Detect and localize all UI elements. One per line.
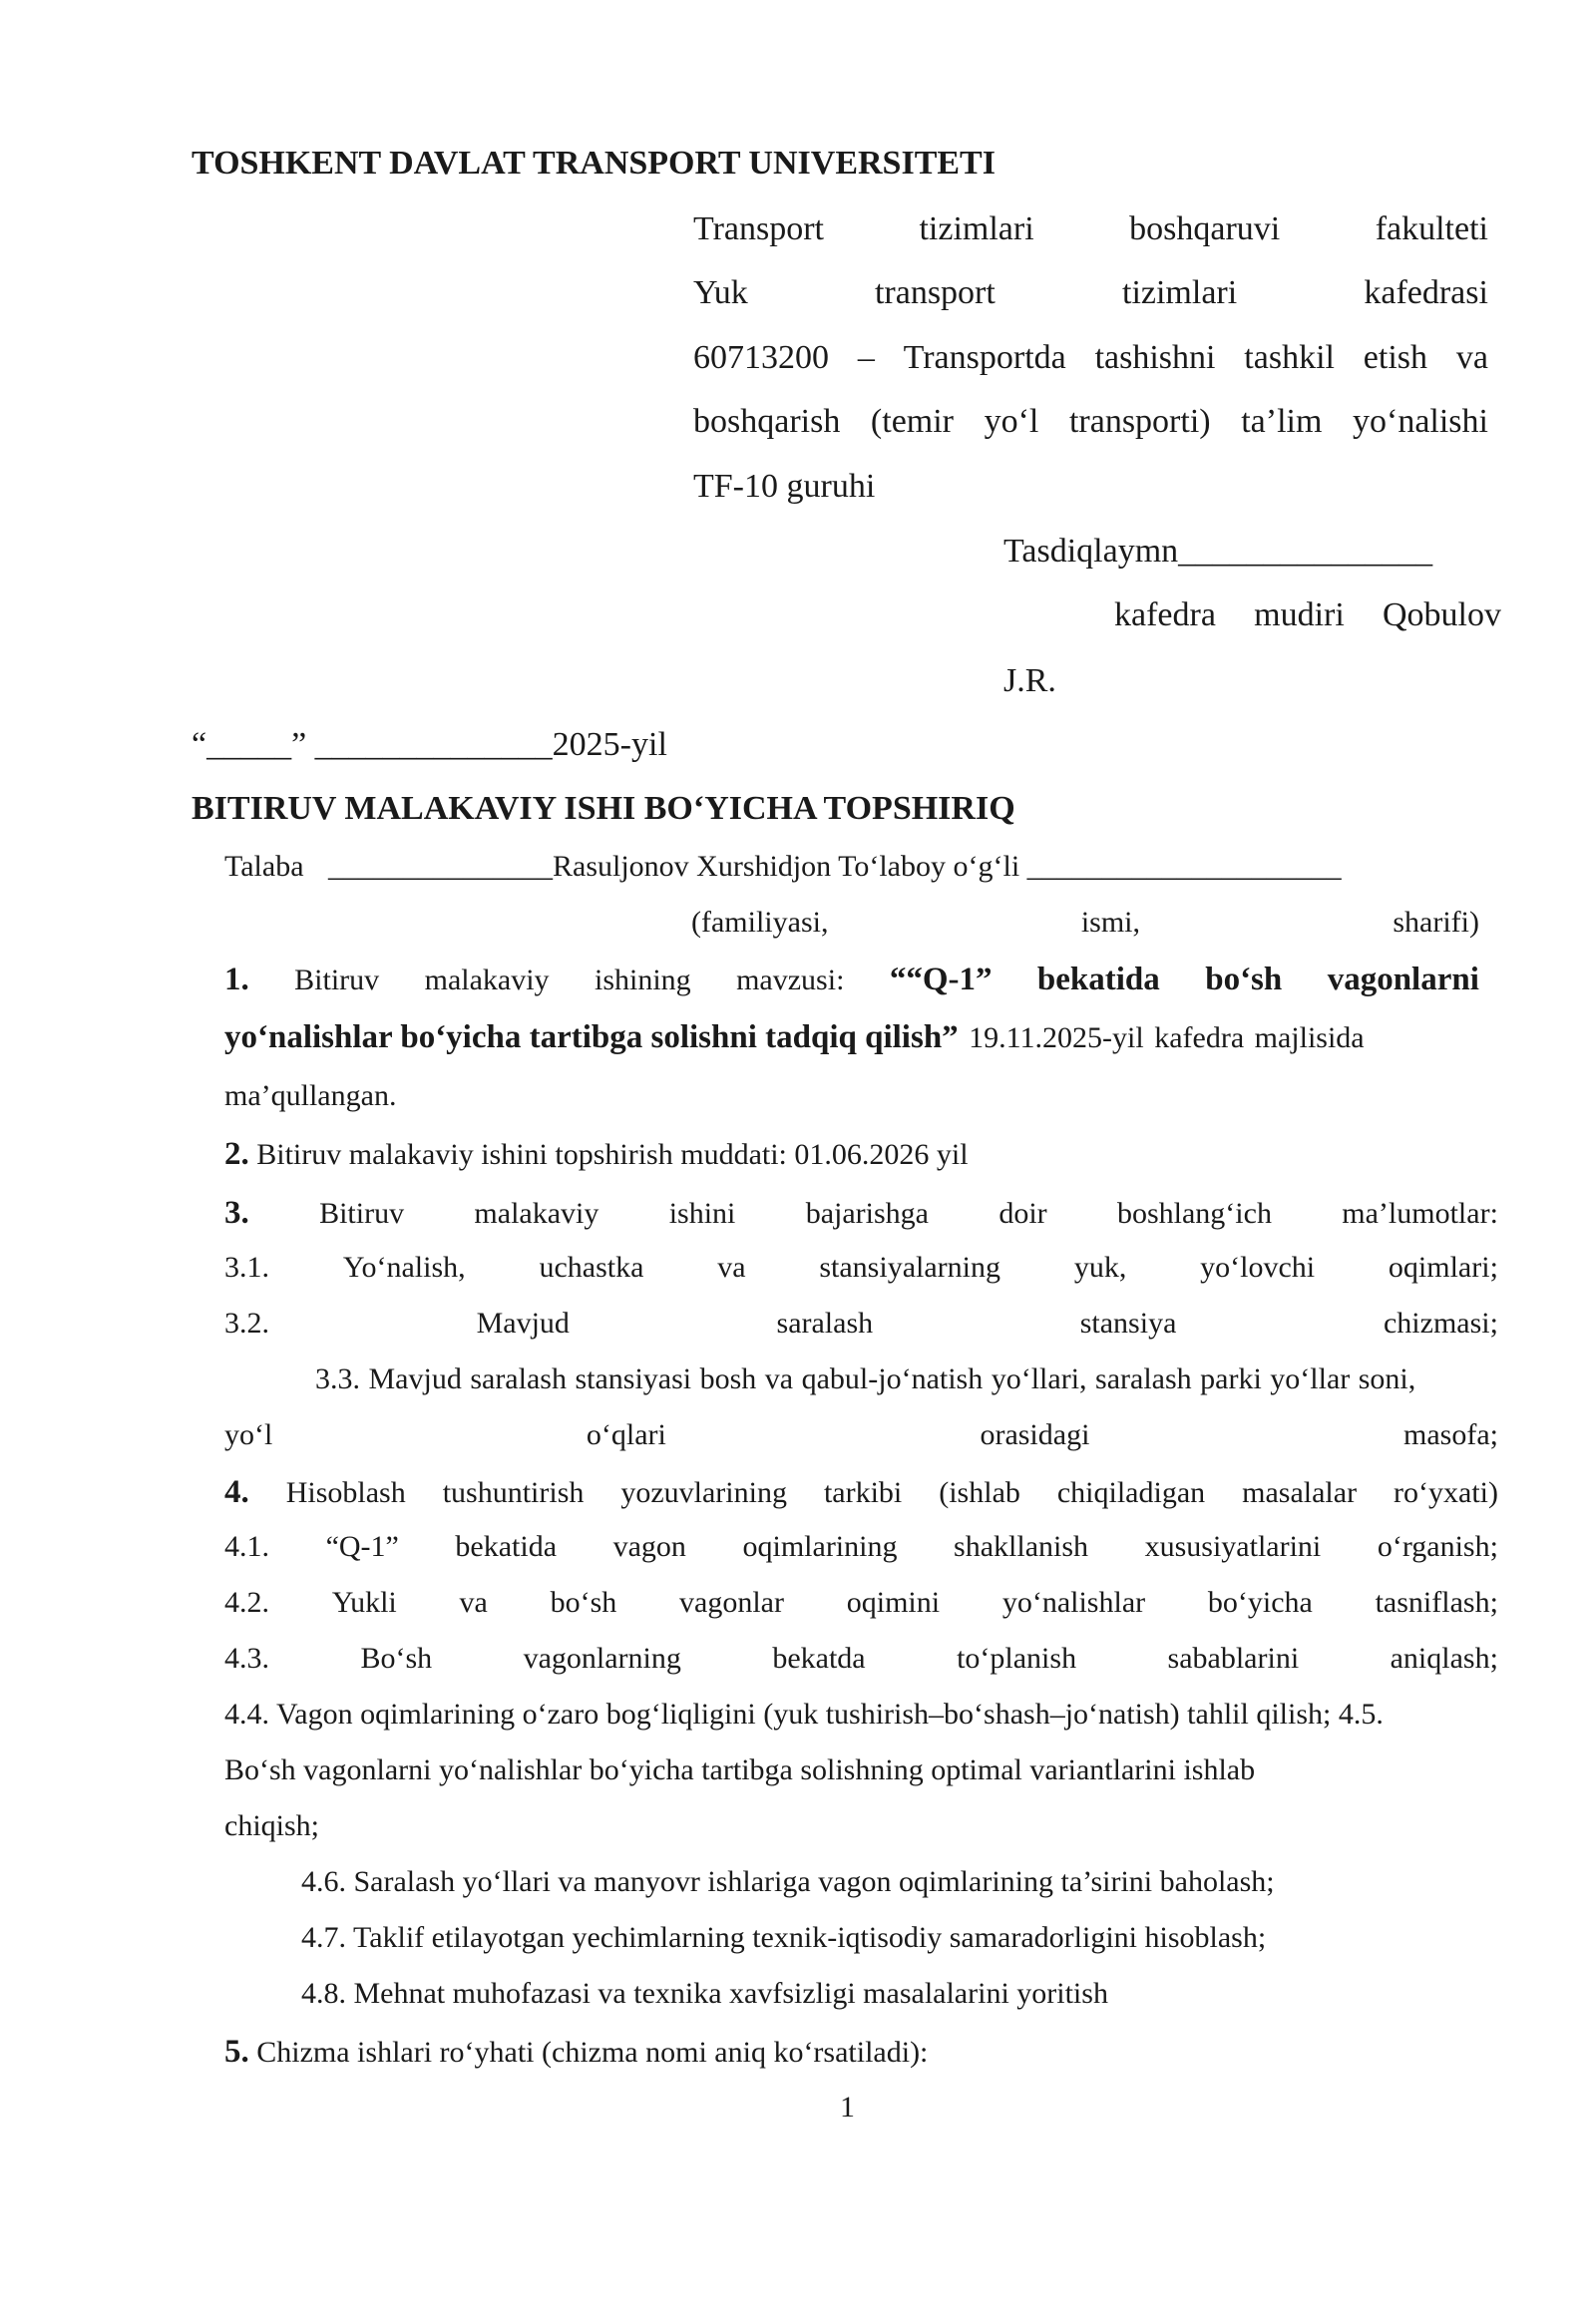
item-1-topic-end: yo‘nalishlar bo‘yicha tartibga solishni tadqiq qilish” xyxy=(224,1019,959,1055)
item-4-7: 4.7. Taklif etilayotgan yechimlarning texnik-iqtisodiy samaradorligini hisoblash; xyxy=(301,1921,1267,1954)
faculty-line-word: boshqaruvi xyxy=(1129,210,1281,247)
item-4-1-word: oqimlarining xyxy=(742,1530,898,1563)
item-3-1-word: uchastka xyxy=(539,1251,644,1284)
approval-signature-line: Tasdiqlaymn_______________ xyxy=(1003,533,1433,570)
item-1-topic-word: bo‘sh xyxy=(1205,962,1283,997)
item-4-2-word: vagonlar xyxy=(679,1586,784,1619)
item-3-1-word: 3.1. xyxy=(224,1251,269,1284)
item-4-1-word: xususiyatlarini xyxy=(1144,1530,1322,1563)
item-3-2-word: saralash xyxy=(776,1307,874,1340)
item-4-1-word: vagon xyxy=(612,1530,686,1563)
item-1-label-word: ishining xyxy=(594,964,691,996)
department-line-word: transport xyxy=(874,274,996,311)
item-1-label-word: malakaviy xyxy=(424,964,550,996)
item-3-3-line-2-word: masofa; xyxy=(1403,1418,1498,1451)
university-title: TOSHKENT DAVLAT TRANSPORT UNIVERSITETI xyxy=(192,145,996,182)
item-3-1 xyxy=(224,1253,1498,1283)
department-line-word: tizimlari xyxy=(1122,274,1238,311)
item-4-1-word: o‘rganish; xyxy=(1377,1530,1498,1563)
item-4-5-line-2: chiqish; xyxy=(224,1809,319,1842)
item-2 xyxy=(224,1138,969,1171)
item-3-word: Bitiruv xyxy=(319,1197,405,1230)
item-4-word: yozuvlarining xyxy=(620,1476,787,1509)
item-3-word: boshlang‘ich xyxy=(1116,1197,1272,1230)
program-line-1-word: etish xyxy=(1363,339,1428,376)
item-3-1-word: stansiyalarning xyxy=(819,1251,1000,1284)
item-1-line-3: ma’qullangan. xyxy=(224,1079,397,1112)
program-line-1 xyxy=(693,341,1488,375)
item-3-1-word: oqimlari; xyxy=(1388,1251,1498,1284)
program-line-1-word: tashkil xyxy=(1244,339,1335,376)
item-2-number: 2. xyxy=(224,1136,249,1172)
item-4-4: 4.4. Vagon oqimlarining o‘zaro bog‘liqligini (yuk tushirish–bo‘shash–jo‘natish) tahlil qilish; 4.5. xyxy=(224,1698,1384,1731)
item-4-word: masalalar xyxy=(1242,1476,1358,1509)
item-3-number: 3. xyxy=(224,1195,249,1231)
item-4-3-word: Bo‘sh xyxy=(360,1642,433,1675)
program-line-2 xyxy=(693,405,1488,439)
faculty-line xyxy=(693,212,1488,246)
student-name: _______________Rasuljonov Xurshidjon To‘laboy o‘g‘li _____________________ xyxy=(328,850,1342,883)
item-3-2 xyxy=(224,1309,1498,1339)
item-4-3-word: sabablarini xyxy=(1167,1642,1300,1675)
student-caption-word: ismi, xyxy=(1080,906,1140,939)
department-line-word: kafedrasi xyxy=(1364,274,1488,311)
program-line-1-word: Transportda xyxy=(903,339,1066,376)
item-4-2-word: va xyxy=(459,1586,488,1619)
item-4-word: Hisoblash xyxy=(285,1476,406,1509)
item-4-2-word: oqimini xyxy=(846,1586,941,1619)
item-4-2-word: bo‘sh xyxy=(550,1586,617,1619)
student-caption-word: (familiyasi, xyxy=(691,906,829,939)
program-line-1-word: tashishni xyxy=(1094,339,1216,376)
program-line-2-word: (temir xyxy=(870,403,954,440)
item-3 xyxy=(224,1197,1498,1230)
item-3-1-word: va xyxy=(717,1251,746,1284)
item-3-2-word: Mavjud xyxy=(476,1307,570,1340)
item-1-topic-word: vagonlarni xyxy=(1327,962,1479,997)
item-4-1 xyxy=(224,1532,1498,1562)
item-4-2 xyxy=(224,1588,1498,1618)
item-4-5-line-1: Bo‘sh vagonlarni yo‘nalishlar bo‘yicha tartibga solishning optimal variantlarini ishlab xyxy=(224,1753,1256,1786)
item-4-word: tushuntirish xyxy=(442,1476,585,1509)
program-line-1-word: – xyxy=(857,339,875,376)
program-line-2-word: yo‘l xyxy=(984,403,1039,440)
item-1-topic-word: bekatida xyxy=(1036,962,1160,997)
student-caption-word: sharifi) xyxy=(1393,906,1479,939)
item-3-3-line-2 xyxy=(224,1420,1498,1450)
item-4-6: 4.6. Saralash yo‘llari va manyovr ishlariga vagon oqimlarining ta’sirini baholash; xyxy=(301,1865,1275,1898)
item-1-line-2 xyxy=(224,1021,1365,1054)
item-3-word: bajarishga xyxy=(805,1197,929,1230)
item-4-word: ro‘yxati) xyxy=(1394,1476,1498,1509)
item-3-word: ishini xyxy=(668,1197,736,1230)
item-3-2-word: stansiya xyxy=(1079,1307,1177,1340)
item-5-number: 5. xyxy=(224,2034,249,2070)
item-3-3-line-1: 3.3. Mavjud saralash stansiyasi bosh va qabul-jo‘natish yo‘llari, saralash parki yo‘llar soni, xyxy=(315,1362,1416,1395)
program-line-2-word: transporti) xyxy=(1068,403,1211,440)
program-line-2-word: yo‘nalishi xyxy=(1353,403,1488,440)
date-line: “_____” ______________2025-yil xyxy=(192,726,667,763)
item-3-2-word: 3.2. xyxy=(224,1307,269,1340)
item-4-2-word: tasniflash; xyxy=(1375,1586,1498,1619)
item-4-1-word: bekatida xyxy=(455,1530,558,1563)
faculty-line-word: Transport xyxy=(693,210,824,247)
item-4-3-word: aniqlash; xyxy=(1390,1642,1498,1675)
item-3-3-line-2-word: orasidagi xyxy=(980,1418,1090,1451)
item-4-3-word: bekatda xyxy=(772,1642,866,1675)
item-4-word: (ishlab xyxy=(939,1476,1020,1509)
item-3-1-word: yo‘lovchi xyxy=(1200,1251,1316,1284)
head-of-department-line-word: kafedra xyxy=(1114,596,1216,633)
head-of-department-line-word: mudiri xyxy=(1254,596,1345,633)
item-1-label-word: mavzusi: xyxy=(736,964,845,996)
item-4-3 xyxy=(224,1644,1498,1674)
student-caption xyxy=(691,908,1479,938)
department-line xyxy=(693,276,1488,310)
faculty-line-word: fakulteti xyxy=(1375,210,1488,247)
item-4-3-word: 4.3. xyxy=(224,1642,269,1675)
item-3-word: ma’lumotlar: xyxy=(1342,1197,1498,1230)
item-4-1-word: shakllanish xyxy=(954,1530,1089,1563)
item-1-approval-date: 19.11.2025-yil kafedra majlisida xyxy=(958,1021,1365,1054)
program-line-1-word: va xyxy=(1455,339,1488,376)
item-2-text: Bitiruv malakaviy ishini topshirish muddati: 01.06.2026 yil xyxy=(248,1138,969,1171)
item-4-1-word: “Q-1” xyxy=(325,1530,399,1563)
student-label: Talaba xyxy=(224,850,304,883)
item-1-line-1 xyxy=(224,964,1479,996)
item-4-8: 4.8. Mehnat muhofazasi va texnika xavfsizligi masalalarini yoritish xyxy=(301,1977,1108,2010)
group-label: TF-10 guruhi xyxy=(693,468,876,505)
program-line-1-word: 60713200 xyxy=(693,339,829,376)
department-line-word: Yuk xyxy=(693,274,748,311)
head-initials: J.R. xyxy=(1003,662,1056,699)
item-3-1-word: Yo‘nalish, xyxy=(342,1251,466,1284)
item-4-2-word: 4.2. xyxy=(224,1586,269,1619)
item-4-2-word: Yukli xyxy=(331,1586,397,1619)
head-of-department-line-word: Qobulov xyxy=(1383,596,1501,633)
item-3-2-word: chizmasi; xyxy=(1383,1307,1498,1340)
faculty-line-word: tizimlari xyxy=(919,210,1034,247)
item-4-3-word: vagonlarning xyxy=(523,1642,681,1675)
item-1-topic-word: ““Q-1” xyxy=(889,962,993,997)
head-of-department-line xyxy=(1114,598,1501,632)
program-line-2-word: ta’lim xyxy=(1241,403,1323,440)
item-4-3-word: to‘planish xyxy=(957,1642,1077,1675)
item-3-word: malakaviy xyxy=(474,1197,599,1230)
item-3-1-word: yuk, xyxy=(1073,1251,1127,1284)
item-1-label-word: Bitiruv xyxy=(294,964,380,996)
item-1-number: 1. xyxy=(224,962,249,997)
item-3-3-line-2-word: yo‘l xyxy=(224,1418,273,1451)
program-line-2-word: boshqarish xyxy=(693,403,841,440)
item-4-2-word: bo‘yicha xyxy=(1207,1586,1313,1619)
item-5-text: Chizma ishlari ro‘yhati (chizma nomi aniq ko‘rsatiladi): xyxy=(248,2036,929,2069)
page-number: 1 xyxy=(840,2091,855,2124)
item-4-number: 4. xyxy=(224,1474,249,1510)
assignment-title: BITIRUV MALAKAVIY ISHI BO‘YICHA TOPSHIRIQ xyxy=(192,790,1015,827)
item-4-1-word: 4.1. xyxy=(224,1530,269,1563)
item-3-3-line-2-word: o‘qlari xyxy=(586,1418,666,1451)
item-5 xyxy=(224,2036,928,2069)
item-3-word: doir xyxy=(998,1197,1047,1230)
item-4 xyxy=(224,1476,1498,1509)
item-4-word: tarkibi xyxy=(823,1476,903,1509)
item-4-2-word: yo‘nalishlar xyxy=(1001,1586,1146,1619)
item-4-word: chiqiladigan xyxy=(1056,1476,1206,1509)
